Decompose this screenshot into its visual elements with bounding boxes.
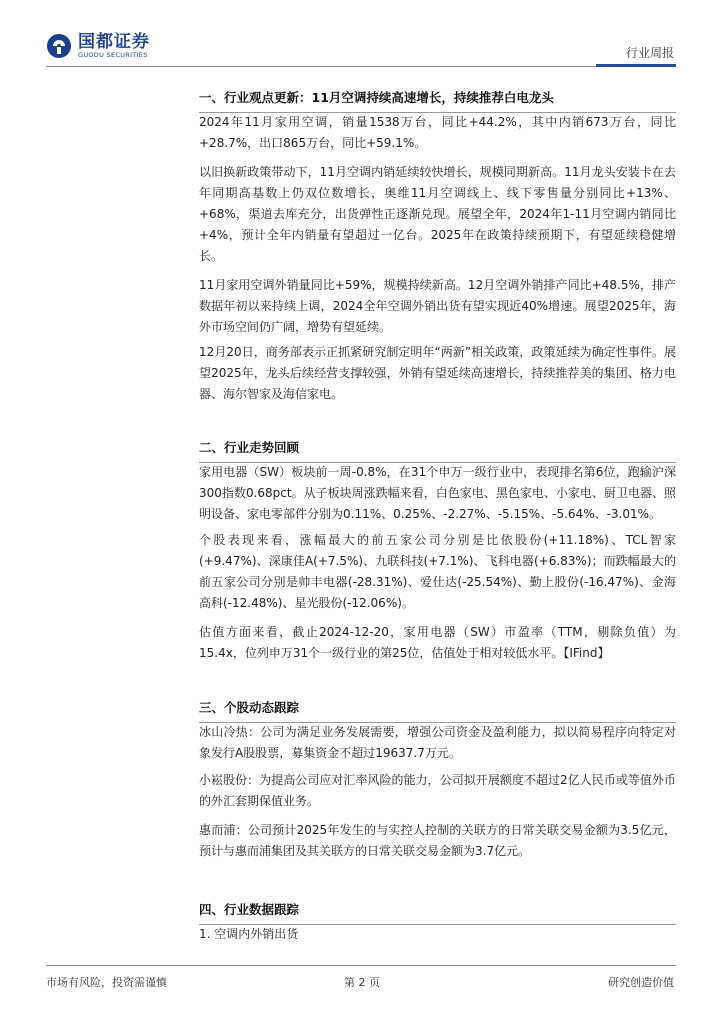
section-2-paragraph-1: 家用电器（SW）板块前一周-0.8%，在31个申万一级行业中，表现排名第6位，跑输沪深300指数0.68pct。从子板块周涨跌幅来看，白色家电、黑色家电、小家电、厨卫电器、照明设备、家电零部件分别为0.11%、0.25%、-2.27%、-5.15%、-5.64%、-3.01%。 bbox=[199, 465, 676, 521]
section-3-paragraph-2: 小崧股份：为提高公司应对汇率风险的能力，公司拟开展额度不超过2亿人民币或等值外币的外汇套期保值业务。 bbox=[199, 773, 676, 808]
section-1-paragraph-4: 12月20日，商务部表示正抓紧研究制定明年“两新”相关政策，政策延续为确定性事件。展望2025年，龙头后续经营支撑较强，外销有望延续高速增长，持续推荐美的集团、格力电器、海尔智家及海信家电。 bbox=[199, 345, 676, 401]
page-header bbox=[0, 0, 724, 68]
section-3-paragraph-3: 惠而浦：公司预计2025年发生的与实控人控制的关联方的日常关联交易金额为3.5亿元，预计与惠而浦集团及其关联方的日常关联交易金额为3.7亿元。 bbox=[199, 823, 676, 858]
section-1-paragraph-3: 11月家用空调外销量同比+59%，规模持续新高。12月空调外销排产同比+48.5%，排产数据年初以来持续上调，2024全年空调外销出货有望实现近40%增速。展望2025年，海外市场空间仍广阔，增势有望延续。 bbox=[199, 278, 676, 334]
company-logo bbox=[46, 33, 150, 59]
section-1-paragraph-2: 以旧换新政策带动下，11月空调内销延续较快增长，规模同期新高。11月龙头安装卡在去年同期高基数上仍双位数增长，奥维11月空调线上、线下零售量分别同比+13%、+68%，渠道去库充分，出货弹性正逐渐兑现。展望全年，2024年1-11月空调内销同比+4%，预计全年内销量有望超过一亿台。2025年在政策持续预期下，有望延续稳健增长。 bbox=[199, 165, 676, 263]
section-1-title: 一、行业观点更新：11月空调持续高速增长，持续推荐白电龙头 bbox=[199, 88, 676, 113]
logo-emblem-icon bbox=[46, 33, 72, 59]
footer-slogan: 研究创造价值 bbox=[608, 976, 674, 989]
section-4-title: 四、行业数据跟踪 bbox=[199, 900, 676, 925]
section-2-paragraph-3: 估值方面来看，截止2024-12-20，家用电器（SW）市盈率（TTM，剔除负值）为15.4x，位列申万31个一级行业的第25位，估值处于相对较低水平。【IFind】 bbox=[199, 625, 676, 660]
header-divider bbox=[46, 66, 676, 67]
section-2-title: 二、行业走势回顾 bbox=[199, 438, 676, 463]
logo-english-name: GUODU SECURITIES bbox=[78, 51, 148, 59]
header-accent-bar bbox=[596, 64, 676, 67]
footer-disclaimer: 市场有风险，投资需谨慎 bbox=[46, 976, 167, 989]
section-1-paragraph-1: 2024年11月家用空调，销量1538万台，同比+44.2%，其中内销673万台，同比+28.7%，出口865万台，同比+59.1%。 bbox=[199, 115, 676, 150]
report-type: 行业周报 bbox=[625, 46, 674, 60]
section-3-paragraph-1: 冰山冷热：公司为满足业务发展需要，增强公司资金及盈利能力，拟以简易程序向特定对象发行A股股票，募集资金不超过19637.7万元。 bbox=[199, 725, 676, 760]
logo-chinese-name: 国都证券 bbox=[78, 32, 150, 52]
section-4-item-1: 1. 空调内外销出货 bbox=[199, 927, 299, 941]
page-number: 第 2 页 bbox=[344, 976, 380, 989]
section-3-title: 三、个股动态跟踪 bbox=[199, 698, 676, 723]
footer-divider bbox=[46, 965, 676, 966]
section-2-paragraph-2: 个股表现来看，涨幅最大的前五家公司分别是比依股份(+11.18%)、TCL智家(+9.47%)、深康佳A(+7.5%)、九联科技(+7.1%)、飞科电器(+6.83%)；而跌幅最大的前五家公司分别是帅丰电器(-28.31%)、爱仕达(-25.54%)、勤上股份(-16.47%)、金海高科(-12.48%)、星光股份(-12.06%)。 bbox=[199, 533, 676, 610]
